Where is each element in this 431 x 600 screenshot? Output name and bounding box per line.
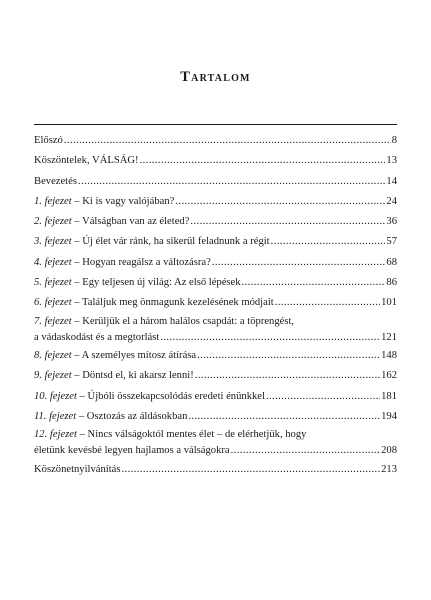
- dot-leader: [212, 253, 386, 273]
- toc-page-number: 86: [386, 277, 397, 289]
- toc-page-number: 162: [381, 370, 397, 382]
- toc-entry-title: Köszönetnyilvánítás: [34, 463, 121, 475]
- toc-entry[interactable]: [34, 212, 397, 232]
- toc-page-number: 208: [381, 445, 397, 457]
- toc-entry[interactable]: [34, 460, 397, 480]
- chapter-label: 2. fejezet: [34, 216, 72, 228]
- toc-entry[interactable]: [34, 293, 397, 313]
- toc-page-number: 194: [381, 411, 397, 423]
- dot-leader: [271, 232, 386, 252]
- dot-leader: [122, 460, 381, 480]
- toc-entry-title: Köszöntelek, VÁLSÁG!: [34, 155, 139, 167]
- toc-entry[interactable]: [34, 427, 397, 460]
- dot-leader: [190, 212, 385, 232]
- toc-entry[interactable]: [34, 151, 397, 171]
- toc-entry[interactable]: [34, 314, 397, 347]
- chapter-label: 12. fejezet: [34, 429, 77, 441]
- toc-page-number: 13: [386, 155, 397, 167]
- toc-entry-title: 3. fejezet – Új élet vár ránk, ha sikerül feladnunk a régit: [34, 236, 270, 248]
- toc-entry[interactable]: [34, 131, 397, 151]
- dot-leader: [160, 330, 380, 347]
- toc-entry-title: 12. fejezet – Nincs válságoktól mentes élet – de elérhetjük, hogy: [34, 429, 307, 441]
- chapter-label: 6. fejezet: [34, 297, 72, 309]
- toc-entry[interactable]: [34, 172, 397, 192]
- dot-leader: [197, 346, 380, 366]
- toc-page-number: 36: [386, 216, 397, 228]
- toc-entry[interactable]: [34, 253, 397, 273]
- dot-leader: [266, 387, 380, 407]
- toc-entry-title: 4. fejezet – Hogyan reagálsz a változásra?: [34, 256, 211, 268]
- toc-entry-title: 2. fejezet – Válságban van az életed?: [34, 216, 190, 228]
- toc-entry-title-continuation: életünk kevésbé legyen hajlamos a válságokra: [34, 445, 230, 457]
- toc-entry-title: 7. fejezet – Kerüljük el a három halálos csapdát: a töprengést,: [34, 315, 295, 327]
- toc-page-number: 68: [386, 256, 397, 268]
- toc-entry-title: 5. fejezet – Egy teljesen új világ: Az első lépések: [34, 277, 241, 289]
- dot-leader: [188, 407, 380, 427]
- title-divider: [34, 124, 397, 125]
- dot-leader: [140, 151, 386, 171]
- toc-page-number: 8: [391, 135, 397, 146]
- toc-entry[interactable]: [34, 387, 397, 407]
- toc-entry-title: 10. fejezet – Újbóli összekapcsolódás eredeti énünkkel: [34, 390, 265, 402]
- toc-page-number: 24: [386, 195, 397, 207]
- toc-page-number: 121: [381, 331, 397, 343]
- toc-entry[interactable]: [34, 366, 397, 386]
- chapter-label: 3. fejezet: [34, 236, 72, 248]
- toc-entry-title: 9. fejezet – Döntsd el, ki akarsz lenni!: [34, 370, 194, 382]
- toc-entry-title: 1. fejezet – Ki is vagy valójában?: [34, 195, 175, 207]
- chapter-label: 7. fejezet: [34, 315, 72, 327]
- chapter-label: 8. fejezet: [34, 350, 72, 362]
- toc-entry-title: 6. fejezet – Találjuk meg önmagunk kezelésének módjait: [34, 297, 274, 309]
- chapter-label: 11. fejezet: [34, 411, 77, 423]
- dot-leader: [175, 192, 385, 212]
- toc-page-number: 181: [381, 390, 397, 402]
- toc-entry[interactable]: [34, 407, 397, 427]
- chapter-label: 10. fejezet: [34, 390, 77, 402]
- table-of-contents: [34, 131, 397, 480]
- toc-entry[interactable]: [34, 273, 397, 293]
- chapter-label: 1. fejezet: [34, 195, 72, 207]
- toc-entry-title: Előszó: [34, 135, 63, 146]
- chapter-label: 5. fejezet: [34, 277, 72, 289]
- toc-page-number: 213: [381, 463, 397, 475]
- dot-leader: [231, 443, 380, 460]
- toc-page-number: 101: [381, 297, 397, 309]
- toc-entry[interactable]: [34, 192, 397, 212]
- toc-entry[interactable]: [34, 346, 397, 366]
- toc-entry-title: 11. fejezet – Osztozás az áldásokban: [34, 411, 188, 423]
- toc-page-number: 57: [386, 236, 397, 248]
- chapter-label: 4. fejezet: [34, 256, 72, 268]
- toc-entry-title: 8. fejezet – A személyes mítosz átírása: [34, 350, 197, 362]
- toc-page-number: 14: [386, 175, 397, 187]
- dot-leader: [64, 131, 391, 151]
- toc-entry-title: Bevezetés: [34, 175, 77, 187]
- toc-entry-title-continuation: a vádaskodást és a megtorlást: [34, 331, 160, 343]
- dot-leader: [275, 293, 380, 313]
- toc-page-number: 148: [381, 350, 397, 362]
- toc-entry[interactable]: [34, 232, 397, 252]
- page-title: Tartalom: [180, 69, 251, 85]
- chapter-label: 9. fejezet: [34, 370, 72, 382]
- dot-leader: [195, 366, 380, 386]
- dot-leader: [242, 273, 386, 293]
- dot-leader: [78, 172, 385, 192]
